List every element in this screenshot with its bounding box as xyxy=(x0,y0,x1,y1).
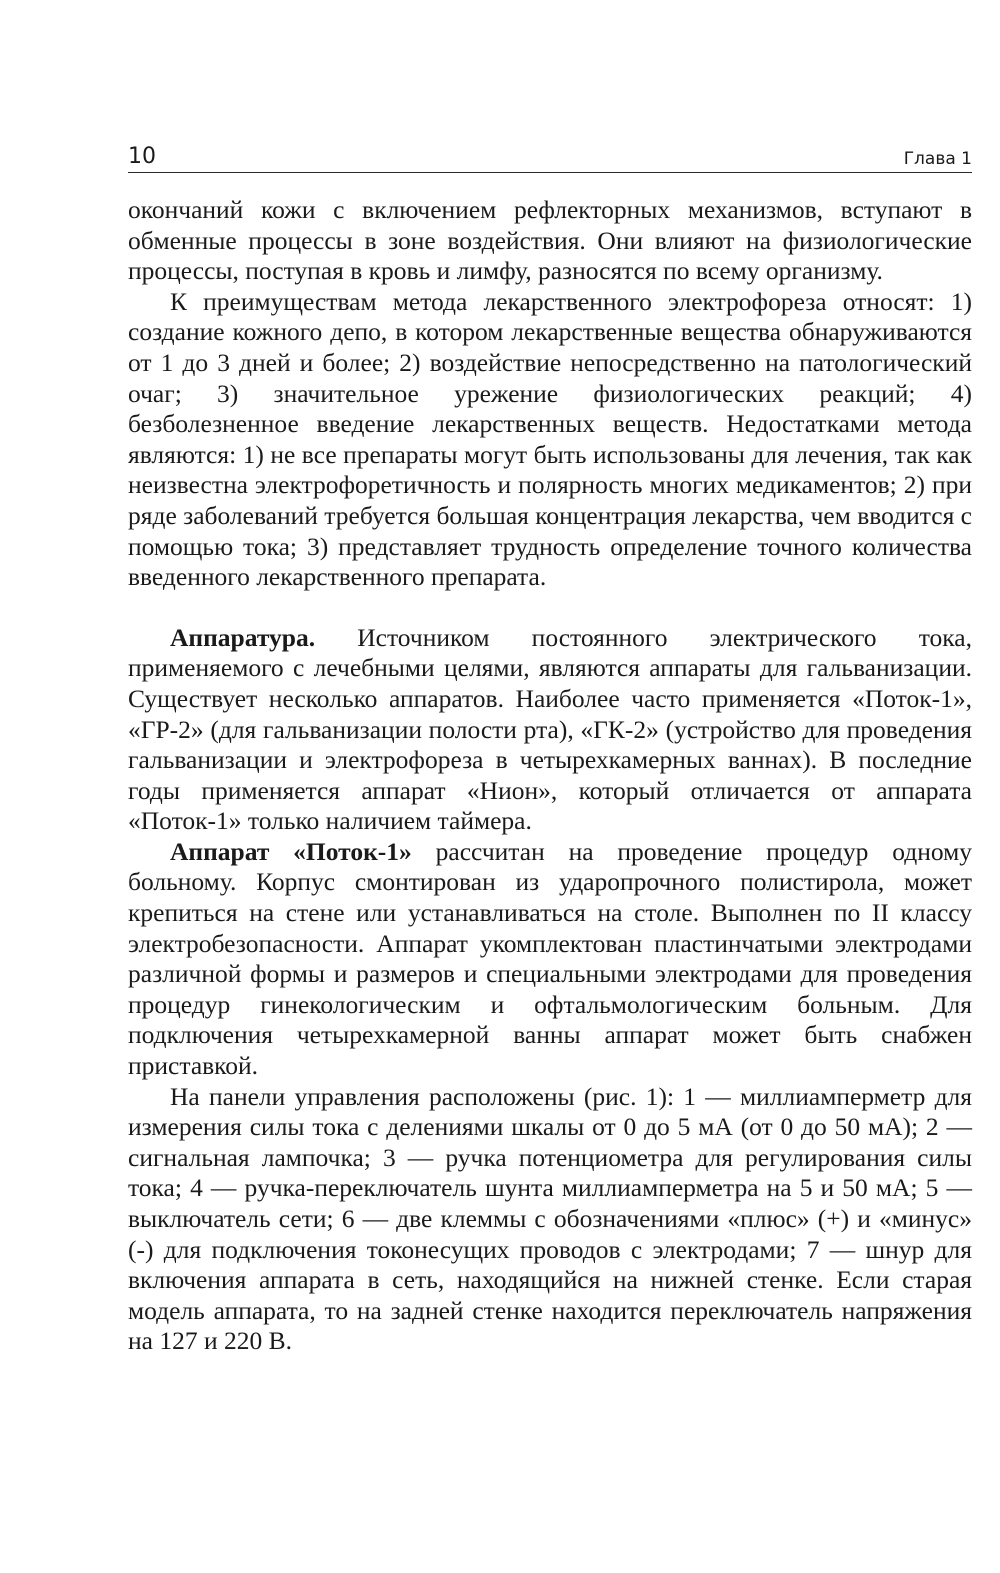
paragraph-potok-1 xyxy=(128,837,972,1082)
paragraph-text: Источником постоянного электрического тока, применяемого с лечебными целями, являются аппараты для гальванизации. Существует несколько аппаратов. Наиболее часто применяется «Поток-1», «ГР-2» (для гальванизации полости рта), «ГК-2» (устройство для проведения гальванизации и электрофореза в четырехкамерных ваннах). В последние годы применяется аппарат «Нион», который отличается от аппарата «Поток-1» только наличием таймера. xyxy=(128,622,972,836)
paragraph-advantages xyxy=(128,287,972,593)
paragraph-text: окончаний кожи с включением рефлекторных механизмов, вступают в обменные процессы в зоне воздействия. Они влияют на физиологические процессы, поступая в кровь и лимфу, разносятся по всему организму. xyxy=(128,195,972,286)
paragraph-text: К преимуществам метода лекарственного электрофореза относят: 1) создание кожного депо, в котором лекарственные вещества обнаруживаются от 1 до 3 дней и более; 2) воздействие непосредственно на патологический очаг; 3) значительное урежение физиологических реакций; 4) безболезненное введение лекарственных веществ. Недостатками метода являются: 1) не все препараты могут быть использованы для лечения, так как неизвестна электрофоретичность и полярность многих медикаментов; 2) при ряде заболеваний требуется большая концентрация лекарства, чем вводится с помощью тока; 3) представляет трудность определение точного количества введенного лекарственного препарата. xyxy=(128,286,973,592)
running-head xyxy=(128,140,972,173)
body-text xyxy=(128,195,972,1357)
paragraph-control-panel xyxy=(128,1082,972,1357)
paragraph-lead: Аппаратура. xyxy=(170,622,316,652)
chapter-label: Глава 1 xyxy=(903,149,972,169)
paragraph-lead: Аппарат «Поток-1» xyxy=(170,836,412,866)
paragraph-continuation xyxy=(128,195,972,287)
paragraph-text: На панели управления расположены (рис. 1): 1 — миллиамперметр для измерения силы тока с делениями шкалы от 0 до 5 мА (от 0 до 50 мА); 2 — сигнальная лампочка; 3 — ручка потенциометра для регулирования силы тока; 4 — ручка-переключатель шунта миллиамперметра на 5 и 50 мА; 5 — выключатель сети; 6 — две клеммы с обозначениями «плюс» (+) и «минус» (-) для подключения токонесущих проводов с электродами; 7 — шнур для включения аппарата в сеть, находящийся на нижней стенке. Если старая модель аппарата, то на задней стенке находится переключатель напряжения на 127 и 220 В. xyxy=(128,1081,972,1356)
book-page xyxy=(128,140,972,1357)
paragraph-text: рассчитан на проведение процедур одному больному. Корпус смонтирован из ударопрочного полистирола, может крепиться на стене или устанавливаться на столе. Выполнен по II классу электробезопасности. Аппарат укомплектован пластинчатыми электродами различной формы и размеров и специальными электродами для проведения процедур гинекологическим и офтальмологическим больным. Для подключения четырехкамерной ванны аппарат может быть снабжен приставкой. xyxy=(128,836,972,1081)
page-number: 10 xyxy=(128,144,156,169)
paragraph-apparatus xyxy=(128,623,972,837)
